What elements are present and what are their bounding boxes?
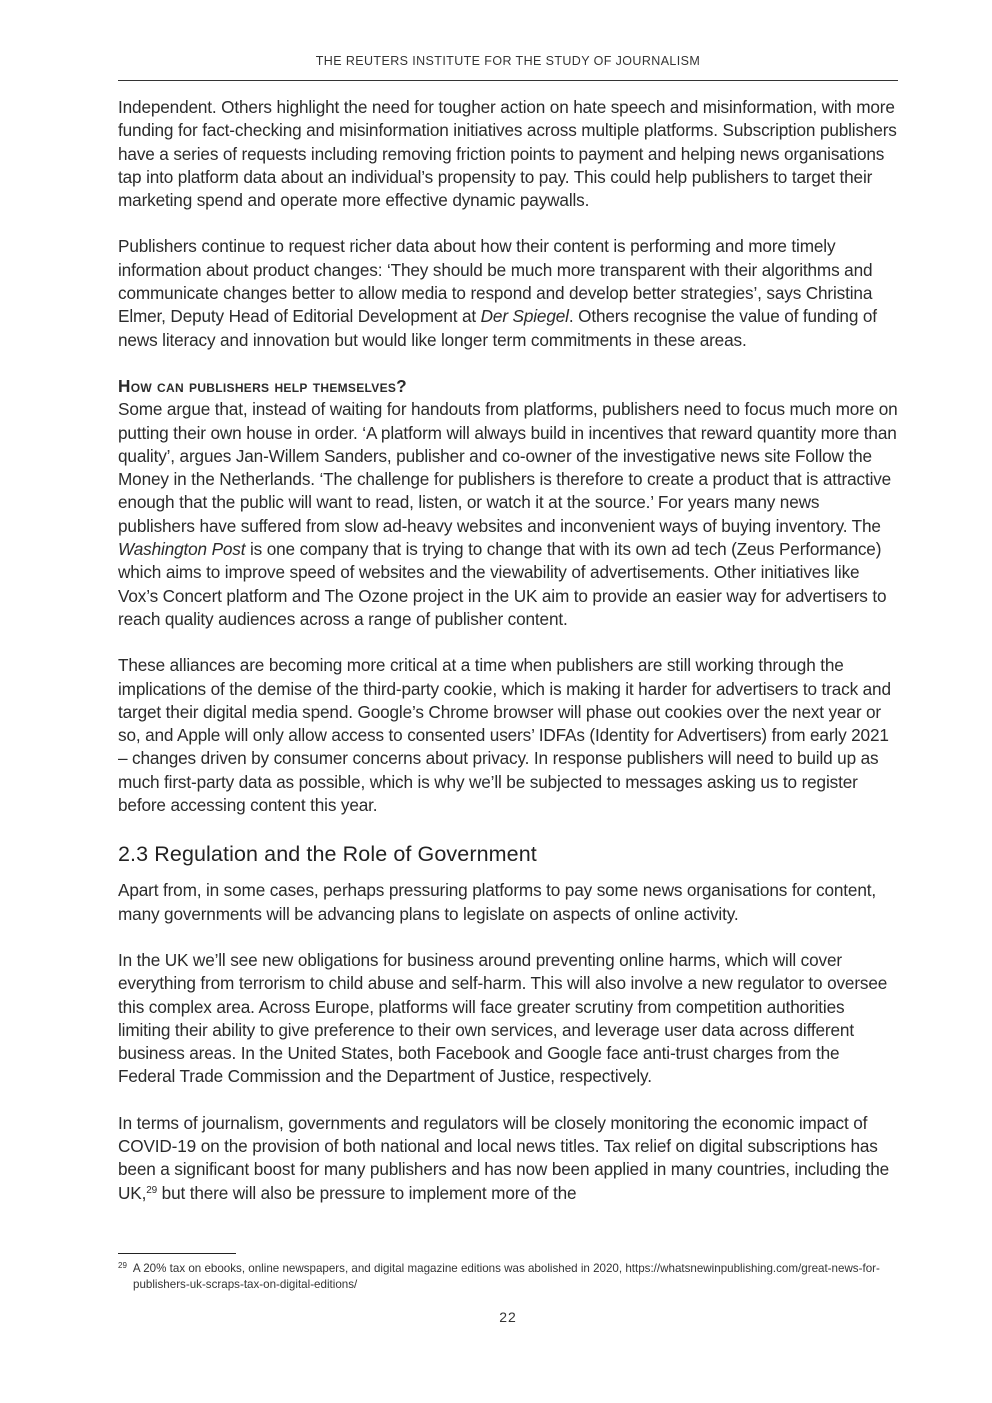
paragraph-6: In the UK we’ll see new obligations for business around preventing online harms, which will cover everything from terrorism to child abuse and self-harm. This will also involve a new regulator to oversee this complex area. Across Europe, platforms will face greater scrutiny from competition authorities limiting their ability to give preference to their own services, and leverage user data across different business areas. In the United States, both Facebook and Google face anti-trust charges from the Federal Trade Commission and the Department of Justice, respectively. bbox=[118, 949, 888, 1087]
running-header: THE REUTERS INSTITUTE FOR THE STUDY OF JOURNALISM bbox=[315, 54, 701, 68]
header-rule bbox=[118, 80, 898, 81]
footnote-mark: 29 bbox=[118, 1261, 127, 1270]
paragraph-2-text-a: Publishers continue to request richer data about how their content is performing and more timely information about product changes: ‘They should be much more transparent with their algorithms and communicate changes better to allow media to respond and develop better strategies’, says Christina Elmer, Deputy Head of Editorial Development at bbox=[118, 236, 873, 327]
paragraph-3 bbox=[118, 398, 898, 631]
paragraph-4: These alliances are becoming more critical at a time when publishers are still working through the implications of the demise of the third-party cookie, which is making it harder for advertisers to track and target their digital media spend. Google’s Chrome browser will phase out cookies over the next year or so, and Apple will only allow access to consented users’ IDFAs (Identity for Advertisers) from early 2021 – changes driven by consumer concerns about privacy. In response publishers will need to build up as much first-party data as possible, which is why we’ll be subjected to messages asking us to register before accessing content this year. bbox=[118, 655, 891, 816]
page-number: 22 bbox=[499, 1309, 517, 1325]
body-text bbox=[118, 96, 898, 1205]
footnote-body bbox=[118, 1258, 898, 1292]
footnote bbox=[118, 1258, 898, 1292]
paragraph-5: Apart from, in some cases, perhaps pressuring platforms to pay some news organisations for content, many governments will be advancing plans to legislate on aspects of online activity. bbox=[118, 880, 877, 924]
publication-name-washington-post: Washington Post bbox=[118, 539, 246, 560]
publication-name-der-spiegel: Der Spiegel bbox=[480, 306, 569, 327]
footnote-rule bbox=[118, 1253, 236, 1254]
paragraph-7-text-b: but there will also be pressure to implement more of the bbox=[157, 1182, 577, 1203]
paragraph-7-text-a: In terms of journalism, governments and regulators will be closely monitoring the economic impact of COVID-19 on the provision of both national and local news titles. Tax relief on digital subscriptions has been a significant boost for many publishers and has now been applied in many countries, including the UK, bbox=[118, 1112, 890, 1203]
footnote-text: A 20% tax on ebooks, online newspapers, and digital magazine editions was abolished in 2020, https://whatsnewinpublishing.com/great-news-for-publishers-uk-scraps-tax-on-digital-editions/ bbox=[132, 1262, 880, 1291]
paragraph-3-text-b: is one company that is trying to change that with its own ad tech (Zeus Performance) which aims to improve speed of websites and the viewability of advertisements. Other initiatives like Vox’s Concert platform and The Ozone project in the UK aim to provide an easier way for advertisers to reach quality audiences across a range of publisher content. bbox=[118, 539, 887, 629]
subheading-publishers-help: How can publishers help themselves? bbox=[118, 375, 407, 396]
paragraph-3-text-a: Some argue that, instead of waiting for handouts from platforms, publishers need to focus much more on putting their own house in order. ‘A platform will always build in incentives that reward quantity more than quality’, argues Jan-Willem Sanders, publisher and co-owner of the investigative news site Follow the Money in the Netherlands. ‘The challenge for publishers is therefore to create a product that is attractive enough that the public will want to read, listen, or watch it at the source.’ For years many news publishers have suffered from slow ad-heavy websites and inconvenient ways of buying inventory. The bbox=[118, 399, 898, 536]
paragraph-7 bbox=[118, 1112, 898, 1205]
footnote-reference[interactable]: 29 bbox=[146, 1184, 158, 1196]
section-heading-2-3: 2.3 Regulation and the Role of Government bbox=[118, 842, 537, 867]
paragraph-2-text-b: . Others recognise the value of funding of news literacy and innovation but would like longer term commitments in these areas. bbox=[118, 306, 877, 350]
paragraph-2 bbox=[118, 235, 898, 351]
paragraph-1: Independent. Others highlight the need for tougher action on hate speech and misinformation, with more funding for fact-checking and misinformation initiatives across multiple platforms. Subscription publishers have a series of requests including removing friction points to payment and helping news organisations tap into platform data about an individual’s propensity to pay. This could help publishers to target their marketing spend and operate more effective dynamic paywalls. bbox=[118, 97, 897, 211]
